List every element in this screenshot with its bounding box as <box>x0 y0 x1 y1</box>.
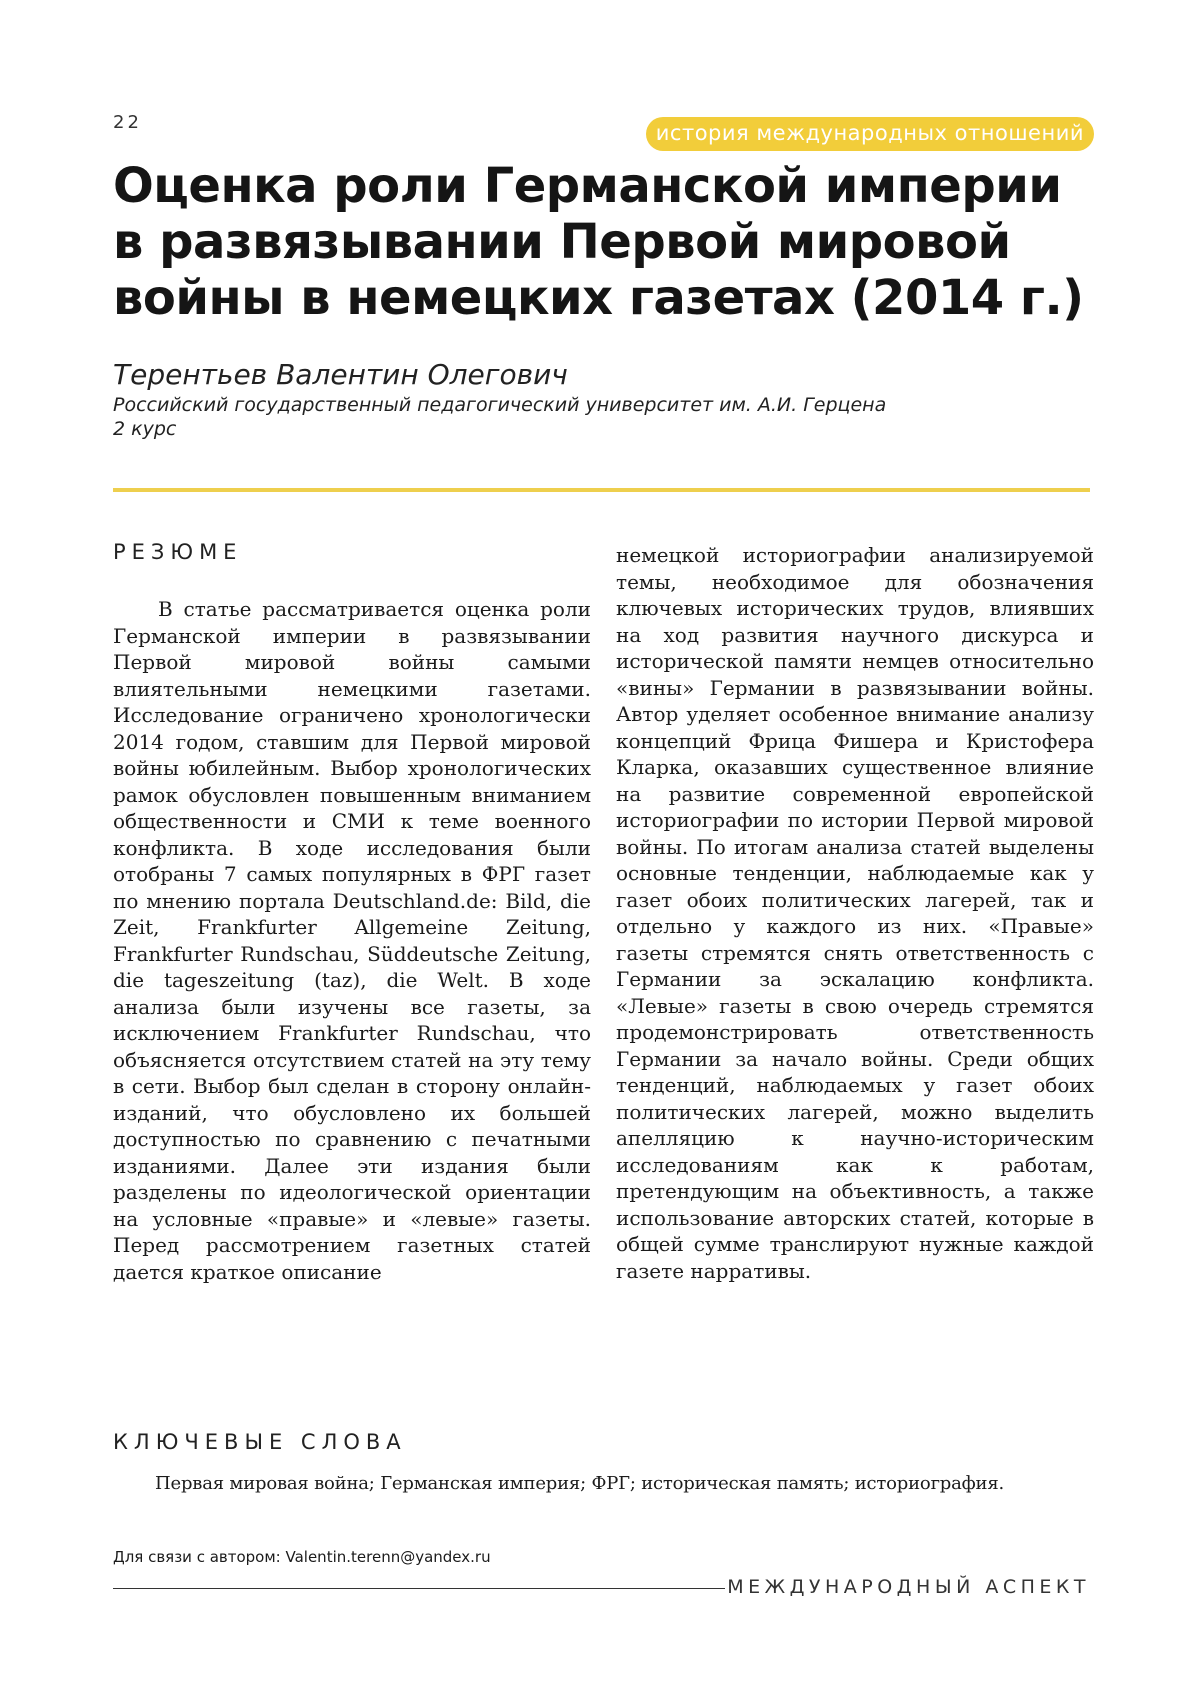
author-course: 2 курс <box>113 418 177 440</box>
keywords-text: Первая мировая война; Германская империя; ФРГ; историческая память; историография. <box>155 1473 1005 1494</box>
title-divider <box>113 488 1090 492</box>
author-contact: Для связи с автором: Valentin.terenn@yandex.ru <box>113 1548 491 1566</box>
article-title: Оценка роли Германской империи в развязывании Первой мировой войны в немецких газетах (2014 г.) <box>113 158 1084 326</box>
keywords-heading: КЛЮЧЕВЫЕ СЛОВА <box>113 1430 407 1454</box>
abstract-text-left: В статье рассматривается оценка роли Германской империи в развязывании Первой мировой войны самыми влиятельными немецкими газетами. Исследование ограничено хронологически 2014 годом, ставшим для Первой мировой войны юбилейным. Выбор хронологических рамок обусловлен повышенным вниманием общественности и СМИ к теме военного конфликта. В ходе исследования были отобраны 7 самых популярных в ФРГ газет по мнению портала Deutschland.de: Bild, die Zeit, Frankfurter Allgemeine Zeitung, Frankfurter Rundschau, Süddeutsche Zeitung, die tageszeitung (taz), die Welt. В ходе анализа были изучены все газеты, за исключением Frankfurter Rundschau, что объясняется отсутствием статей на эту тему в сети. Выбор был сделан в сторону онлайн-изданий, что обусловлено их большей доступностью по сравнению с печатными изданиями. Далее эти издания были разделены по идеологической ориентации на условные «правые» и «левые» газеты. Перед рассмотрением газетных статей дается краткое описание <box>113 597 591 1284</box>
abstract-heading: РЕЗЮМЕ <box>113 540 243 564</box>
author-affiliation: Российский государственный педагогический университет им. А.И. Герцена <box>113 394 887 416</box>
abstract-text-right: немецкой историографии анализируемой темы, необходимое для обозначения ключевых исторических трудов, влиявших на ход развития научного дискурса и исторической памяти немцев относительно «вины» Германии в развязывании войны. Автор уделяет особенное внимание анализу концепций Фрица Фишера и Кристофера Кларка, оказавших существенное влияние на развитие современной европейской историографии по истории Первой мировой войны. По итогам анализа статей выделены основные тенденции, наблюдаемые как у газет обоих политических лагерей, так и отдельно у каждого из них. «Правые» газеты стремятся снять ответственность с Германии за эскалацию конфликта. «Левые» газеты в свою очередь стремятся продемонстрировать ответственность Германии за начало войны. Среди общих тенденций, наблюдаемых у газет обоих политических лагерей, можно выделить апелляцию к научно-историческим исследованиям как к работам, претендующим на объективность, а также использование авторских статей, которые в общей сумме транслируют нужные каждой газете нарративы. <box>616 543 1094 1283</box>
section-tag: история международных отношений <box>646 117 1094 151</box>
author-name: Терентьев Валентин Олегович <box>113 358 568 391</box>
journal-name: МЕЖДУНАРОДНЫЙ АСПЕКТ <box>727 1576 1090 1598</box>
page-number: 22 <box>113 112 142 133</box>
footer-divider <box>113 1588 725 1589</box>
